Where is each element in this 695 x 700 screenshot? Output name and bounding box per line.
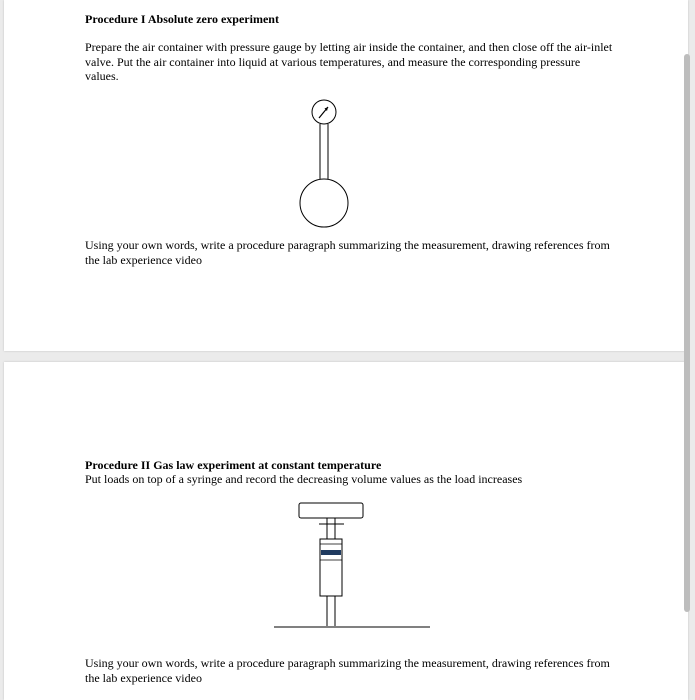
syringe-load-diagram (264, 500, 434, 632)
procedure-2-description: Put loads on top of a syringe and record the decreasing volume values as the load increases (85, 472, 523, 486)
plunger-seal (321, 550, 341, 555)
document-page-1 (4, 0, 688, 351)
syringe-barrel (320, 539, 342, 596)
air-container-bulb (300, 179, 348, 227)
procedure-1-title: Procedure I Absolute zero experiment (85, 12, 279, 26)
load-platform (299, 503, 363, 518)
vertical-scrollbar[interactable] (684, 54, 690, 612)
procedure-1-instruction: Using your own words, write a procedure paragraph summarizing the measurement, drawing references from the lab experience video (85, 238, 610, 267)
document-page-2 (4, 362, 688, 700)
procedure-1-description: Prepare the air container with pressure gauge by letting air inside the container, and then close off the air-inlet valve. Put the air container into liquid at various temperatures, and measure the corresponding pressure values. (85, 40, 613, 83)
pressure-gauge-container-diagram (294, 98, 364, 228)
procedure-2-instruction: Using your own words, write a procedure paragraph summarizing the measurement, drawing references from the lab experience video (85, 656, 610, 685)
procedure-2-title: Procedure II Gas law experiment at constant temperature (85, 458, 382, 472)
